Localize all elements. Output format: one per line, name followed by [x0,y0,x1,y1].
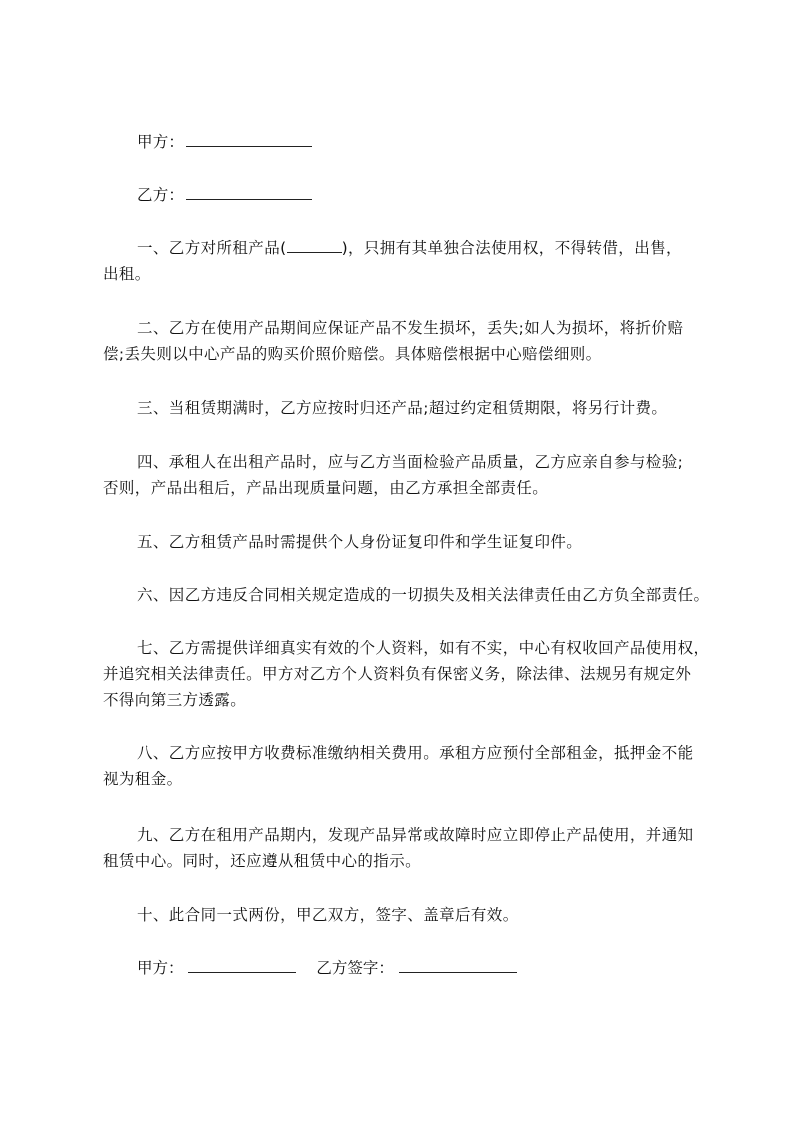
clause-4-line-2: 否则，产品出租后，产品出现质量问题，由乙方承担全部责任。 [103,479,549,497]
clause-4 [103,449,703,501]
header-party-a-label: 甲方： [137,133,185,151]
clause-8-line-1: 八、乙方应按甲方收费标准缴纳相关费用。承租方应预付全部租金，抵押金不能 [137,744,694,762]
clause-1-product-blank[interactable] [287,238,342,253]
clause-1-line-2: 出租。 [103,265,151,283]
clause-5-line-1: 五、乙方租赁产品时需提供个人身份证复印件和学生证复印件。 [137,533,583,551]
header-party-b-label: 乙方： [137,186,185,204]
clause-10-line-1: 十、此合同一式两份，甲乙双方，签字、盖章后有效。 [137,906,519,924]
clause-9-line-2: 租赁中心。同时，还应遵从租赁中心的指示。 [103,852,422,870]
clause-7 [103,635,710,713]
clause-3 [103,395,703,421]
clause-7-line-3: 不得向第三方透露。 [103,691,247,709]
clause-8 [103,740,703,792]
clause-2 [103,315,703,367]
clause-1-line-1 [103,235,703,261]
clause-4-line-1: 四、承租人在出租产品时，应与乙方当面检验产品质量，乙方应亲自参与检验; [137,453,684,471]
clause-9 [103,822,703,874]
clause-10 [103,902,703,928]
clause-5 [103,529,703,555]
clause-9-line-1: 九、乙方在租用产品期内，发现产品异常或故障时应立即停止产品使用，并通知 [137,826,694,844]
clause-8-line-2: 视为租金。 [103,770,183,788]
clause-2-line-1: 二、乙方在使用产品期间应保证产品不发生损坏，丢失;如人为损坏，将折价赔 [137,319,684,337]
clause-7-line-1: 七、乙方需提供详细真实有效的个人资料，如有不实，中心有权收回产品使用权， [137,639,710,657]
clause-2-line-2: 偿;丢失则以中心产品的购买价照价赔偿。具体赔偿根据中心赔偿细则。 [103,345,602,363]
header-party-a-blank[interactable] [186,146,312,147]
clause-6 [103,582,710,608]
clause-1 [103,235,703,287]
signature-party-a-label: 甲方： [137,959,184,977]
header-party-b-blank[interactable] [186,199,312,200]
signature-party-a-blank[interactable] [188,958,296,973]
clause-3-line-1: 三、当租赁期满时，乙方应按时归还产品;超过约定租赁期限，将另行计费。 [137,399,668,417]
signature-row [137,958,517,978]
clause-7-line-2: 并追究相关法律责任。甲方对乙方个人资料负有保密义务，除法律、法规另有规定外 [103,665,692,683]
signature-party-b-label: 乙方签字： [316,959,394,977]
clause-6-line-1: 六、因乙方违反合同相关规定造成的一切损失及相关法律责任由乙方负全部责任。 [137,586,710,604]
clause-1-prefix: 一、乙方对所租产品( [137,239,287,257]
signature-party-b-blank[interactable] [399,958,517,973]
clause-1-suffix: )，只拥有其单独合法使用权，不得转借，出售， [341,239,682,257]
